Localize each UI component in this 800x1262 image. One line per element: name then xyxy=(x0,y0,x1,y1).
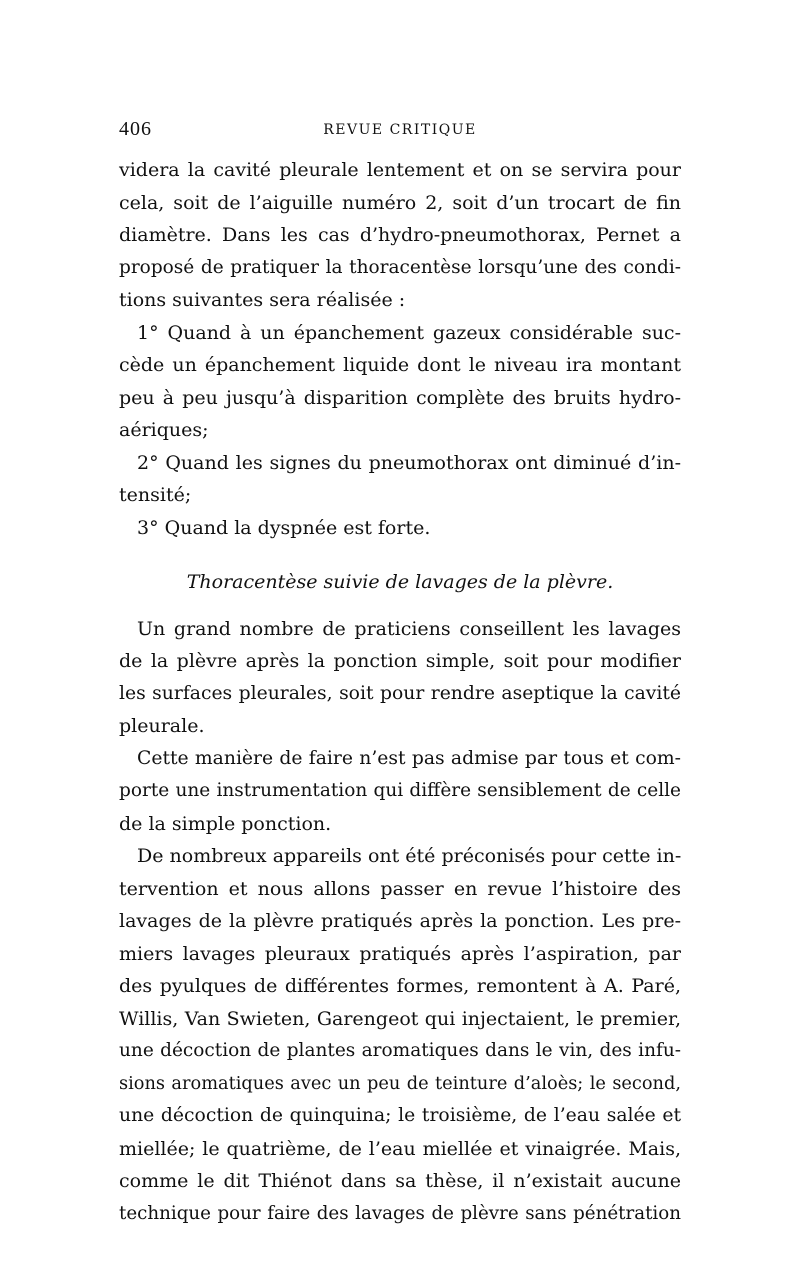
text-line: porte une instrumentation qui diffère sensiblement de celle xyxy=(119,780,681,801)
text-line: de la plèvre après la ponction simple, soit pour modifier xyxy=(119,650,681,672)
text-line: des pyulques de différentes formes, remontent à A. Paré, xyxy=(119,975,681,997)
text-line: pleurale. xyxy=(119,715,205,737)
text-line: diamètre. Dans les cas d’hydro-pneumothorax, Pernet a xyxy=(119,224,681,246)
text-line: peu à peu jusqu’à disparition complète des bruits hydro- xyxy=(119,386,681,409)
text-line: miers lavages pleuraux pratiqués après l’aspiration, par xyxy=(119,942,681,965)
text-line: tervention et nous allons passer en revue l’histoire des xyxy=(119,877,681,900)
text-line: tensité; xyxy=(119,484,192,506)
text-line: tions suivantes sera réalisée : xyxy=(119,289,406,311)
text-line: cède un épanchement liquide dont le niveau ira montant xyxy=(119,354,681,376)
text-line: comme le dit Thiénot dans sa thèse, il n’existait aucune xyxy=(119,1170,681,1192)
text-line: videra la cavité pleurale lentement et on se servira pour xyxy=(119,159,681,181)
text-line: 1° Quand à un épanchement gazeux considérable suc- xyxy=(137,321,681,344)
text-line: 2° Quand les signes du pneumothorax ont diminué d’in- xyxy=(137,451,681,474)
text-line: sions aromatiques avec un peu de teinture d’aloès; le second, xyxy=(119,1073,681,1094)
text-line: De nombreux appareils ont été préconisés pour cette in- xyxy=(137,845,682,867)
text-line: aériques; xyxy=(119,419,209,441)
text-line: lavages de la plèvre pratiqués après la ponction. Les pre- xyxy=(119,910,681,932)
text-line: proposé de pratiquer la thoracentèse lorsqu’une des condi- xyxy=(119,256,681,278)
text-line: de la simple ponction. xyxy=(119,812,332,835)
page-number: 406 xyxy=(119,118,152,140)
text-line: les surfaces pleurales, soit pour rendre aseptique la cavité xyxy=(119,682,681,704)
text-line: Un grand nombre de praticiens conseillent les lavages xyxy=(137,617,681,640)
running-head: REVUE CRITIQUE xyxy=(323,122,477,138)
page-header xyxy=(119,118,681,144)
text-line: une décoction de plantes aromatiques dans le vin, des infu- xyxy=(119,1040,681,1061)
text-line: 3° Quand la dyspnée est forte. xyxy=(137,516,431,539)
text-line: Cette manière de faire n’est pas admise par tous et com- xyxy=(137,747,681,769)
section-title: Thoracentèse suivie de lavages de la plèvre. xyxy=(186,571,614,593)
body-text xyxy=(119,154,681,1230)
text-line: miellée; le quatrième, de l’eau miellée et vinaigrée. Mais, xyxy=(119,1137,681,1160)
text-line: Willis, Van Swieten, Garengeot qui injectaient, le premier, xyxy=(119,1007,681,1030)
text-line: cela, soit de l’aiguille numéro 2, soit d’un trocart de fin xyxy=(119,191,681,214)
text-line: technique pour faire des lavages de plèvre sans pénétration xyxy=(119,1202,681,1224)
text-line: une décoction de quinquina; le troisième, de l’eau salée et xyxy=(119,1105,681,1126)
